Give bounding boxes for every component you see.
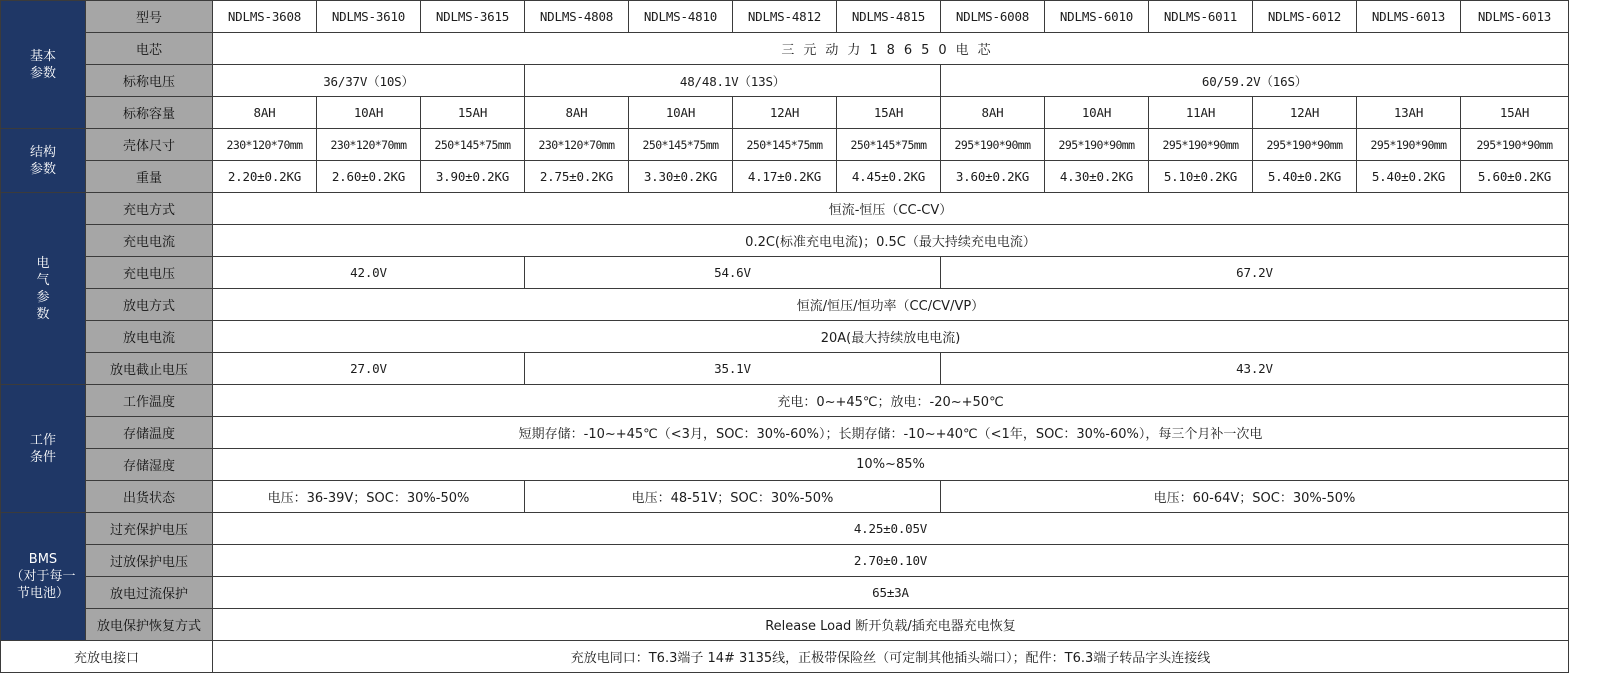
charge-voltage-36v: 42.0V [213,257,525,289]
row-shipping-state [1,481,1569,513]
group-bms: BMS （对于每一 节电池） [1,513,86,641]
row-charge-voltage [1,257,1569,289]
weight-cell: 2.75±0.2KG [525,161,629,193]
case-size-cell: 250*145*75mm [629,129,733,161]
case-size-cell: 230*120*70mm [317,129,421,161]
row-weight [1,161,1569,193]
model-cell: NDLMS-6013 [1357,1,1461,33]
port-value: 充放电同口：T6.3端子 14# 3135线，正极带保险丝（可定制其他插头端口）；配件：T6.3端子转品字头连接线 [213,641,1569,673]
charge-mode-value: 恒流-恒压（CC-CV） [213,193,1569,225]
charge-voltage-48v: 54.6V [525,257,941,289]
group-basic-params: 基本 参数 [1,1,86,129]
label-nominal-voltage: 标称电压 [86,65,213,97]
weight-cell: 3.90±0.2KG [421,161,525,193]
capacity-cell: 8AH [941,97,1045,129]
row-discharge-cutoff [1,353,1569,385]
group-structure-params: 结构 参数 [1,129,86,193]
row-nominal-voltage [1,65,1569,97]
label-overdischarge-protection: 过放保护电压 [86,545,213,577]
storage-humidity-value: 10%~85% [213,449,1569,481]
case-size-cell: 295*190*90mm [1461,129,1569,161]
weight-cell: 2.60±0.2KG [317,161,421,193]
model-cell: NDLMS-4812 [733,1,837,33]
row-charge-current [1,225,1569,257]
weight-cell: 4.45±0.2KG [837,161,941,193]
row-overcurrent-protection [1,577,1569,609]
discharge-cutoff-48v: 35.1V [525,353,941,385]
row-operating-temp [1,385,1569,417]
row-recovery-mode [1,609,1569,641]
capacity-cell: 12AH [1253,97,1357,129]
weight-cell: 2.20±0.2KG [213,161,317,193]
label-case-size: 壳体尺寸 [86,129,213,161]
model-cell: NDLMS-6012 [1253,1,1357,33]
model-cell: NDLMS-6011 [1149,1,1253,33]
cell-value: 三元动力18650电芯 [213,33,1569,65]
row-overcharge-protection [1,513,1569,545]
label-discharge-mode: 放电方式 [86,289,213,321]
capacity-cell: 15AH [1461,97,1569,129]
case-size-cell: 230*120*70mm [213,129,317,161]
shipping-state-60v: 电压：60-64V；SOC：30%-50% [941,481,1569,513]
model-cell: NDLMS-6013 [1461,1,1569,33]
weight-cell: 5.10±0.2KG [1149,161,1253,193]
weight-cell: 5.60±0.2KG [1461,161,1569,193]
capacity-cell: 13AH [1357,97,1461,129]
label-discharge-cutoff: 放电截止电压 [86,353,213,385]
discharge-mode-value: 恒流/恒压/恒功率（CC/CV/VP） [213,289,1569,321]
case-size-cell: 250*145*75mm [837,129,941,161]
weight-cell: 5.40±0.2KG [1357,161,1461,193]
recovery-mode-value: Release Load 断开负载/插充电器充电恢复 [213,609,1569,641]
label-nominal-capacity: 标称容量 [86,97,213,129]
overcharge-protection-value: 4.25±0.05V [213,513,1569,545]
group-working-conditions: 工作 条件 [1,385,86,513]
model-cell: NDLMS-3615 [421,1,525,33]
weight-cell: 3.60±0.2KG [941,161,1045,193]
capacity-cell: 8AH [525,97,629,129]
label-charge-mode: 充电方式 [86,193,213,225]
model-cell: NDLMS-6010 [1045,1,1149,33]
label-port: 充放电接口 [1,641,213,673]
weight-cell: 5.40±0.2KG [1253,161,1357,193]
overcurrent-protection-value: 65±3A [213,577,1569,609]
model-cell: NDLMS-4810 [629,1,733,33]
charge-voltage-60v: 67.2V [941,257,1569,289]
row-cell [1,33,1569,65]
model-cell: NDLMS-6008 [941,1,1045,33]
case-size-cell: 230*120*70mm [525,129,629,161]
capacity-cell: 10AH [317,97,421,129]
model-cell: NDLMS-3610 [317,1,421,33]
row-model [1,1,1569,33]
label-operating-temp: 工作温度 [86,385,213,417]
row-storage-temp [1,417,1569,449]
row-storage-humidity [1,449,1569,481]
weight-cell: 4.17±0.2KG [733,161,837,193]
capacity-cell: 15AH [837,97,941,129]
operating-temp-value: 充电：0~+45℃；放电：-20~+50℃ [213,385,1569,417]
case-size-cell: 250*145*75mm [421,129,525,161]
storage-temp-value: 短期存储：-10~+45℃（<3月，SOC：30%-60%）；长期存储：-10~+40℃（<1年，SOC：30%-60%），每三个月补一次电 [213,417,1569,449]
capacity-cell: 11AH [1149,97,1253,129]
weight-cell: 4.30±0.2KG [1045,161,1149,193]
capacity-cell: 12AH [733,97,837,129]
capacity-cell: 10AH [629,97,733,129]
case-size-cell: 250*145*75mm [733,129,837,161]
row-charge-mode [1,193,1569,225]
label-charge-voltage: 充电电压 [86,257,213,289]
nominal-voltage-36v: 36/37V（10S） [213,65,525,97]
shipping-state-36v: 电压：36-39V；SOC：30%-50% [213,481,525,513]
label-shipping-state: 出货状态 [86,481,213,513]
overdischarge-protection-value: 2.70±0.10V [213,545,1569,577]
case-size-cell: 295*190*90mm [1253,129,1357,161]
case-size-cell: 295*190*90mm [941,129,1045,161]
discharge-current-value: 20A(最大持续放电电流) [213,321,1569,353]
label-charge-current: 充电电流 [86,225,213,257]
label-recovery-mode: 放电保护恢复方式 [86,609,213,641]
row-port [1,641,1569,673]
nominal-voltage-60v: 60/59.2V（16S） [941,65,1569,97]
nominal-voltage-48v: 48/48.1V（13S） [525,65,941,97]
case-size-cell: 295*190*90mm [1149,129,1253,161]
capacity-cell: 10AH [1045,97,1149,129]
row-nominal-capacity [1,97,1569,129]
charge-current-value: 0.2C(标准充电电流)；0.5C（最大持续充电电流） [213,225,1569,257]
shipping-state-48v: 电压：48-51V；SOC：30%-50% [525,481,941,513]
row-case-size [1,129,1569,161]
row-discharge-current [1,321,1569,353]
model-cell: NDLMS-4815 [837,1,941,33]
label-storage-temp: 存储温度 [86,417,213,449]
label-storage-humidity: 存储湿度 [86,449,213,481]
group-electrical-params: 电 气 参 数 [1,193,86,385]
row-overdischarge-protection [1,545,1569,577]
row-discharge-mode [1,289,1569,321]
model-cell: NDLMS-4808 [525,1,629,33]
case-size-cell: 295*190*90mm [1357,129,1461,161]
label-cell: 电芯 [86,33,213,65]
weight-cell: 3.30±0.2KG [629,161,733,193]
case-size-cell: 295*190*90mm [1045,129,1149,161]
label-weight: 重量 [86,161,213,193]
discharge-cutoff-36v: 27.0V [213,353,525,385]
discharge-cutoff-60v: 43.2V [941,353,1569,385]
capacity-cell: 8AH [213,97,317,129]
label-model: 型号 [86,1,213,33]
label-overcharge-protection: 过充保护电压 [86,513,213,545]
label-overcurrent-protection: 放电过流保护 [86,577,213,609]
label-discharge-current: 放电电流 [86,321,213,353]
model-cell: NDLMS-3608 [213,1,317,33]
capacity-cell: 15AH [421,97,525,129]
